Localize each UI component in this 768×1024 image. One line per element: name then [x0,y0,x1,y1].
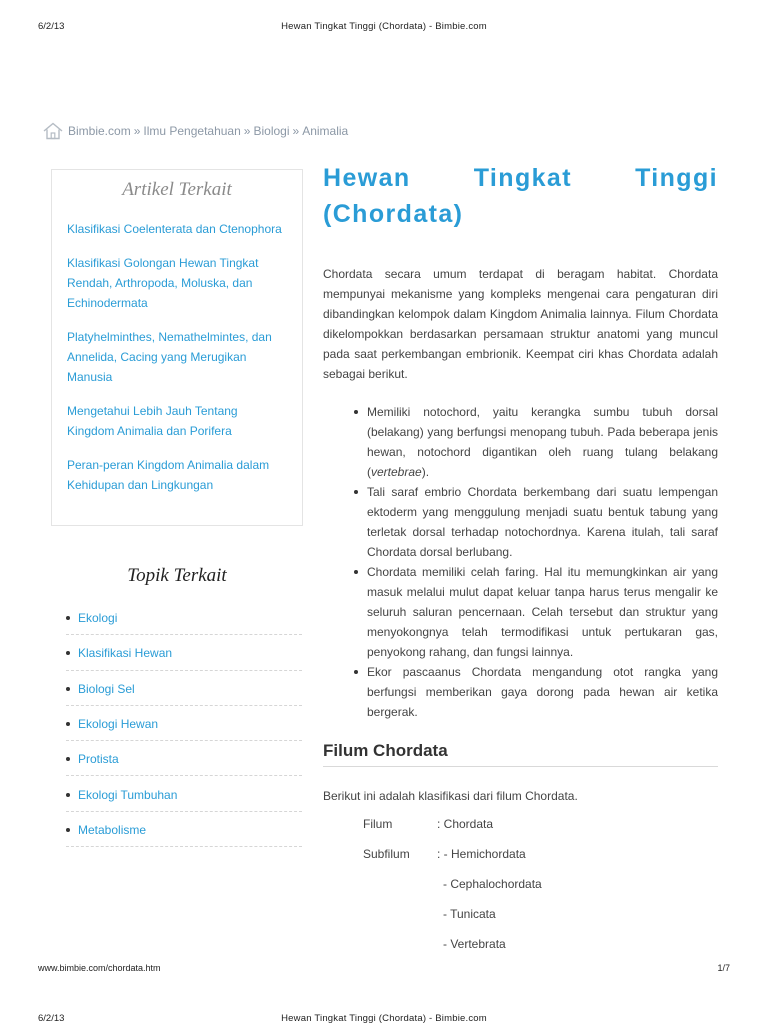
topic-link[interactable]: Ekologi Hewan [78,717,159,732]
related-topics-list [66,600,302,847]
print-footer [0,963,768,977]
classification-value: : - Hemichordata [437,847,526,861]
bullet [66,757,70,761]
article-intro: Chordata secara umum terdapat di beragam habitat. Chordata mempunyai mekanisme yang kompleks mengenai cara pengaturan diri dibandingkan kelompok dalam Kingdom Animalia lainnya. Filum Chordata dikelompokkan berdasarkan persamaan struktur anatomi yang muncul pada saat perkembangan embrionik. Keempat ciri khas Chordata adalah sebagai berikut. [323,267,718,381]
classification-table [323,817,718,967]
article [323,160,718,967]
topic-link[interactable]: Protista [78,752,119,767]
breadcrumb-separator: » [243,124,251,138]
topic-item[interactable] [66,776,302,811]
print-title: Hewan Tingkat Tinggi (Chordata) - Bimbie.com [281,1013,487,1024]
breadcrumb [42,121,348,141]
related-link[interactable]: Klasifikasi Coelenterata dan Ctenophora [67,222,282,236]
print-title: Hewan Tingkat Tinggi (Chordata) - Bimbie.com [281,21,487,32]
breadcrumb-home[interactable]: Bimbie.com [68,124,131,138]
title-word: Hewan [323,164,411,192]
feature-item: Ekor pascaanus Chordata mengandung otot rangka yang berfungsi memberikan gaya dorong pada hewan air ketika bergerak. [367,662,718,722]
breadcrumb-animalia[interactable]: Animalia [302,124,349,138]
classification-label [323,877,437,907]
related-link[interactable]: Mengetahui Lebih Jauh Tentang Kingdom Animalia dan Porifera [67,404,238,438]
related-topics-title: Topik Terkait [127,565,227,586]
bullet [66,793,70,797]
article-title-line2: (Chordata) [323,200,464,228]
section-intro: Berikut ini adalah klasifikasi dari filum Chordata. [323,789,578,803]
classification-row [323,877,718,907]
print-header [0,21,768,35]
feature-text: ). [421,465,430,479]
section-title: Filum Chordata [323,741,718,767]
topic-link[interactable]: Klasifikasi Hewan [78,646,173,661]
classification-value: - Cephalochordata [443,877,542,891]
feature-item: Chordata memiliki celah faring. Hal itu memungkinkan air yang masuk melalui mulut dapat keluar tanpa harus terus mengalir ke seluruh saluran pencernaan. Celah tersebut dan struktur yang menyokongnya telah termodifikasi untuk pertukaran gas, penyokong rahang, dan fungsi lainnya. [367,562,718,662]
related-link[interactable]: Klasifikasi Golongan Hewan Tingkat Rendah, Arthropoda, Moluska, dan Echinodermata [67,256,259,310]
article-title [323,160,718,232]
bullet [66,616,70,620]
topic-item[interactable] [66,741,302,776]
bullet [66,651,70,655]
topic-item[interactable] [66,812,302,847]
print-url: www.bimbie.com/chordata.htm [38,963,161,973]
feature-list [323,402,718,722]
topic-link[interactable]: Metabolisme [78,822,147,837]
feature-item: Tali saraf embrio Chordata berkembang dari suatu lempengan ektoderm yang menggulung menjadi suatu bentuk tabung yang terletak dorsal terhadap notochordnya. Karena itulah, tali saraf Chordata dorsal berlubang. [367,482,718,562]
feature-item [367,402,718,482]
classification-row [323,817,718,847]
topic-link[interactable]: Biologi Sel [78,681,135,696]
topic-item[interactable] [66,635,302,670]
classification-value: - Tunicata [443,907,496,921]
article-title-line1 [323,160,718,196]
bullet [66,687,70,691]
topic-item[interactable] [66,600,302,635]
topic-item[interactable] [66,671,302,706]
print-page-number: 1/7 [717,963,730,973]
title-word: Tingkat [473,164,572,192]
topic-item[interactable] [66,706,302,741]
related-link[interactable]: Peran-peran Kingdom Animalia dalam Kehidupan dan Lingkungan [67,458,270,492]
topic-link[interactable]: Ekologi Tumbuhan [78,787,178,802]
breadcrumb-separator: » [292,124,300,138]
breadcrumb-ilmu-pengetahuan[interactable]: Ilmu Pengetahuan [143,124,241,138]
topic-link[interactable]: Ekologi [78,611,118,626]
home-icon[interactable] [42,122,64,140]
print-date: 6/2/13 [38,1013,65,1024]
classification-label [323,907,437,937]
classification-label: Filum [363,817,393,831]
feature-term: vertebrae [371,465,422,479]
related-articles-list [52,207,302,495]
related-link[interactable]: Platyhelminthes, Nemathelmintes, dan Annelida, Cacing yang Merugikan Manusia [67,330,272,384]
classification-row [323,847,718,877]
title-word: Tinggi [635,164,718,192]
breadcrumb-biologi[interactable]: Biologi [253,124,290,138]
classification-row [323,907,718,937]
feature-text: Memiliki notochord, yaitu kerangka sumbu tubuh dorsal (belakang) yang berfungsi menopang tubuh. Pada beberapa jenis hewan, notochord digantikan oleh ruang tulang belakang ( [367,405,718,479]
breadcrumb-separator: » [133,124,141,138]
bullet [66,828,70,832]
classification-value: : Chordata [437,817,494,831]
related-articles-title: Artikel Terkait [122,179,232,200]
classification-value: - Vertebrata [443,937,506,951]
related-articles-box [51,169,303,526]
bullet [66,722,70,726]
print-date: 6/2/13 [38,21,65,32]
classification-label: Subfilum [363,847,410,861]
print-header-next-page [0,1013,768,1024]
